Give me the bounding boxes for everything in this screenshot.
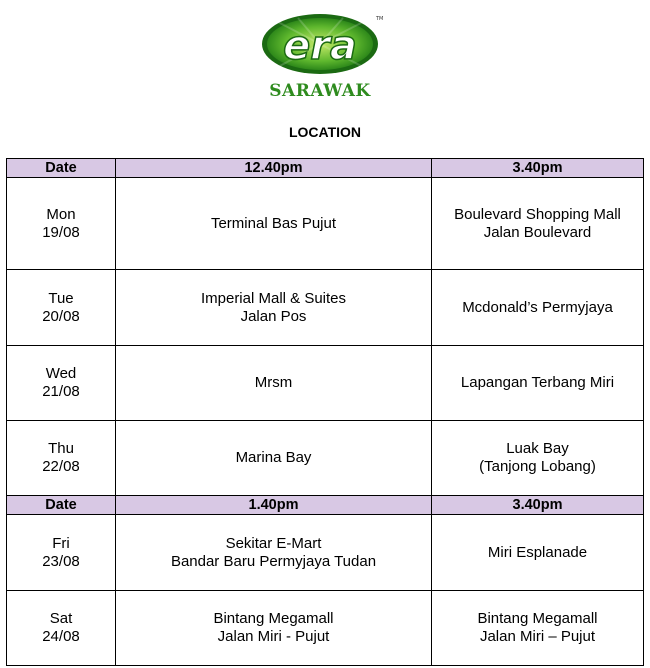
location-line: Bandar Baru Permyjaya Tudan bbox=[170, 552, 377, 570]
date-cell bbox=[7, 270, 116, 346]
day-label: Fri bbox=[52, 534, 70, 552]
page-heading: LOCATION bbox=[288, 124, 362, 140]
location-line: Marina Bay bbox=[235, 449, 312, 466]
day-label: Sat bbox=[49, 610, 73, 627]
location-cell bbox=[432, 178, 644, 270]
location-line: Mcdonald’s Permyjaya bbox=[462, 298, 613, 316]
date-label: 24/08 bbox=[42, 628, 80, 645]
location-line: Terminal Bas Pujut bbox=[210, 214, 337, 232]
date-label: 19/08 bbox=[42, 223, 80, 241]
date-cell bbox=[7, 178, 116, 270]
date-cell bbox=[7, 515, 116, 591]
day-label: Tue bbox=[48, 289, 74, 307]
location-cell bbox=[432, 421, 644, 496]
logo-wordmark: era bbox=[283, 23, 357, 69]
location-cell bbox=[432, 346, 644, 421]
date-label: 20/08 bbox=[42, 307, 80, 325]
time-column-header: 1.40pm bbox=[116, 496, 432, 515]
date-label: 23/08 bbox=[42, 552, 80, 570]
date-label: 21/08 bbox=[42, 383, 80, 400]
table-header-row bbox=[7, 159, 644, 178]
location-line: Imperial Mall & Suites bbox=[200, 289, 347, 307]
logo-graphic bbox=[258, 12, 388, 102]
location-cell bbox=[116, 346, 432, 421]
table-row bbox=[7, 421, 644, 496]
location-cell bbox=[432, 270, 644, 346]
date-column-header: Date bbox=[7, 496, 116, 515]
time-column-header: 3.40pm bbox=[432, 496, 644, 515]
time-column-header: 12.40pm bbox=[116, 159, 432, 178]
location-line: Sekitar E-Mart bbox=[225, 534, 322, 552]
date-cell bbox=[7, 591, 116, 666]
schedule-body bbox=[7, 159, 644, 666]
date-label: 22/08 bbox=[42, 458, 80, 475]
table-row bbox=[7, 346, 644, 421]
location-cell bbox=[432, 591, 644, 666]
location-line: Lapangan Terbang Miri bbox=[460, 374, 615, 391]
location-line: Mrsm bbox=[254, 374, 293, 391]
day-label: Mon bbox=[46, 205, 76, 223]
location-cell bbox=[116, 421, 432, 496]
table-row bbox=[7, 270, 644, 346]
schedule-table bbox=[6, 158, 644, 666]
day-label: Wed bbox=[45, 365, 77, 382]
table-row bbox=[7, 178, 644, 270]
time-column-header: 3.40pm bbox=[432, 159, 644, 178]
date-column-header: Date bbox=[7, 159, 116, 178]
date-cell bbox=[7, 421, 116, 496]
logo-region: SARAWAK bbox=[269, 81, 371, 101]
location-cell bbox=[116, 270, 432, 346]
location-line: Jalan Miri - Pujut bbox=[217, 628, 330, 645]
logo-trademark: TM bbox=[376, 16, 384, 22]
location-cell bbox=[116, 591, 432, 666]
location-line: Boulevard Shopping Mall bbox=[454, 205, 621, 223]
location-line: Jalan Pos bbox=[240, 307, 307, 325]
location-line: Jalan Miri – Pujut bbox=[479, 628, 596, 645]
location-line: Bintang Megamall bbox=[213, 610, 334, 627]
location-cell bbox=[116, 178, 432, 270]
table-header-row bbox=[7, 496, 644, 515]
location-line: (Tanjong Lobang) bbox=[479, 458, 596, 475]
location-line: Jalan Boulevard bbox=[483, 223, 592, 241]
location-line: Bintang Megamall bbox=[477, 610, 598, 627]
day-label: Thu bbox=[48, 440, 74, 457]
era-sarawak-logo bbox=[258, 12, 388, 102]
location-line: Luak Bay bbox=[506, 440, 569, 457]
location-cell bbox=[432, 515, 644, 591]
location-cell bbox=[116, 515, 432, 591]
table-row bbox=[7, 591, 644, 666]
table-row bbox=[7, 515, 644, 591]
date-cell bbox=[7, 346, 116, 421]
location-line: Miri Esplanade bbox=[487, 543, 588, 561]
